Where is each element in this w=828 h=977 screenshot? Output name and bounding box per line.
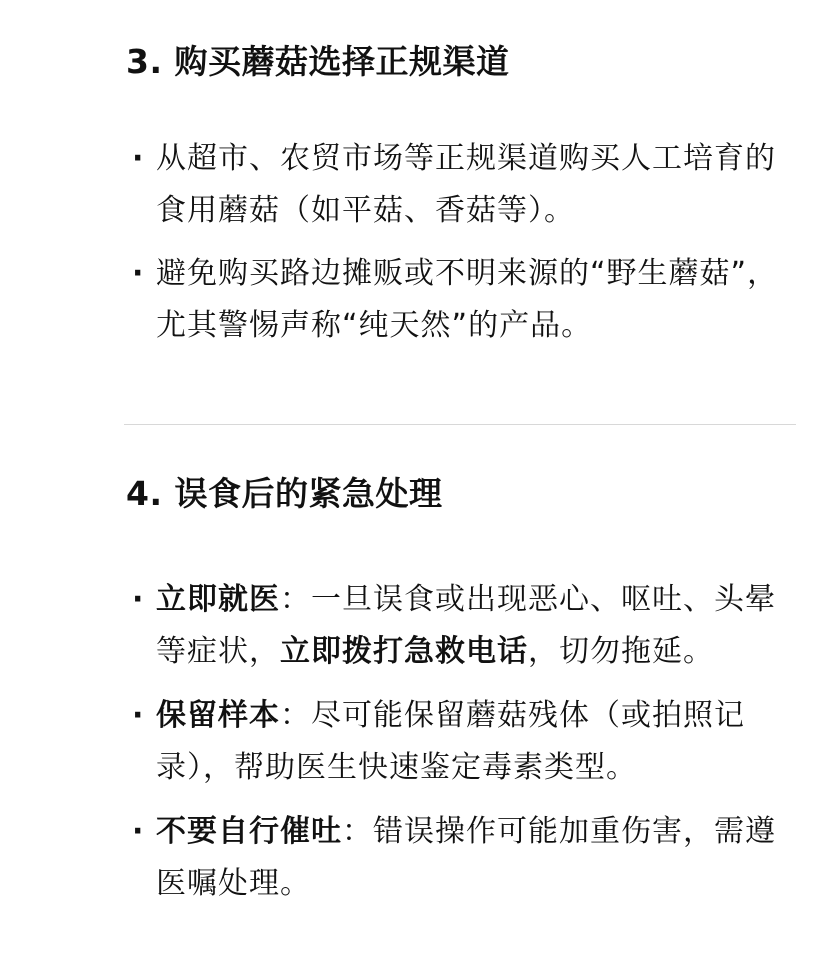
bullet-dot-icon: ·	[132, 141, 145, 176]
section-heading: 4. 误食后的紧急处理	[126, 474, 443, 513]
list-item	[126, 133, 796, 237]
list-item-text: ，切勿拖延。	[528, 634, 714, 669]
list-item-text: ：一旦误食或出现恶心、呕吐、头晕等症状，	[156, 582, 776, 669]
list-item-label: 不要自行催吐	[156, 814, 342, 849]
list-item	[126, 574, 796, 678]
list-item	[126, 806, 796, 910]
list-item	[126, 690, 796, 794]
bullet-dot-icon: ·	[132, 256, 145, 291]
bullet-dot-icon: ·	[132, 814, 145, 849]
list-item-text: ：尽可能保留蘑菇残体（或拍照记录），帮助医生快速鉴定毒素类型。	[156, 698, 745, 785]
section-divider	[124, 424, 796, 425]
list-item-emphasis: 立即拨打急救电话	[280, 634, 528, 669]
bullet-list	[126, 133, 796, 352]
list-item-text: 避免购买路边摊贩或不明来源的“野生蘑菇”，尤其警惕声称“纯天然”的产品。	[156, 256, 779, 343]
section-heading: 3. 购买蘑菇选择正规渠道	[126, 42, 510, 81]
list-item-label: 保留样本	[156, 698, 280, 733]
list-item-text: ：错误操作可能加重伤害，需遵医嘱处理。	[156, 814, 776, 901]
section-purchase-channels	[126, 42, 796, 352]
bullet-dot-icon: ·	[132, 582, 145, 617]
bullet-list	[126, 574, 796, 910]
list-item-text: 从超市、农贸市场等正规渠道购买人工培育的食用蘑菇（如平菇、香菇等）。	[156, 141, 776, 228]
section-emergency-handling	[126, 474, 796, 910]
list-item	[126, 248, 796, 352]
bullet-dot-icon: ·	[132, 698, 145, 733]
list-item-label: 立即就医	[156, 582, 280, 617]
